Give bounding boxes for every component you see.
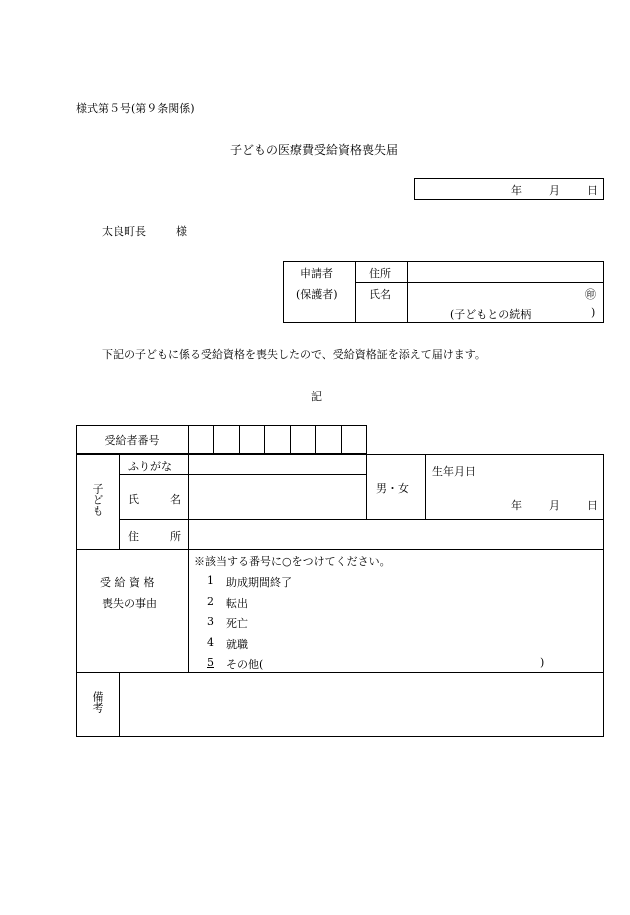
date-month: 月 — [549, 184, 560, 197]
name-label-2: 名 — [170, 493, 181, 506]
date-day: 日 — [587, 184, 598, 197]
other-close: ) — [540, 656, 545, 669]
statement: 下記の子どもに係る受給資格を喪失したので、受給資格証を添えて届けます。 — [102, 348, 486, 361]
birth-day: 日 — [587, 499, 598, 512]
birth-year: 年 — [511, 499, 522, 512]
recipient-number-label: 受給者番号 — [104, 434, 160, 447]
reason-text: その他( — [226, 658, 264, 671]
form-id: 様式第５号(第９条関係) — [76, 102, 195, 115]
reason-number[interactable]: 5 — [207, 656, 214, 669]
reason-label-line1: 受 給 資 格 — [100, 576, 155, 589]
applicant-name-label: 氏名 — [369, 288, 391, 301]
birth-month: 月 — [549, 499, 560, 512]
relation-open: (子どもとの続柄 — [450, 308, 532, 321]
reason-text: 転出 — [226, 597, 248, 610]
reason-number[interactable]: 3 — [207, 615, 214, 628]
applicant-address-field[interactable] — [408, 262, 603, 281]
applicant-address-label: 住所 — [369, 267, 391, 280]
seal-mark: ㊞ — [585, 288, 596, 301]
date-box[interactable] — [414, 178, 604, 200]
birthdate-label: 生年月日 — [432, 465, 476, 478]
addressee-honorific: 様 — [176, 225, 187, 238]
relation-close: ) — [591, 306, 596, 319]
reason-text: 助成期間終了 — [226, 576, 292, 589]
address-label-2: 所 — [170, 530, 181, 543]
reason-label-line2: 喪失の事由 — [102, 597, 157, 610]
reason-text: 死亡 — [226, 617, 248, 630]
reason-instruction: ※該当する番号に○をつけてください。 — [194, 555, 391, 568]
furigana-label: ふりがな — [128, 460, 172, 473]
furigana-field[interactable] — [189, 455, 365, 473]
child-label: 子ども — [91, 483, 104, 516]
applicant-sublabel: (保護者) — [296, 288, 338, 301]
sex-choice[interactable]: 男・女 — [376, 482, 409, 495]
recipient-number-cells[interactable] — [189, 426, 366, 453]
form-title: 子どもの医療費受給資格喪失届 — [230, 143, 399, 157]
remarks-field[interactable] — [120, 673, 603, 736]
reason-text: 就職 — [226, 638, 248, 651]
addressee-name: 太良町長 — [102, 225, 146, 238]
child-name-field[interactable] — [189, 475, 365, 518]
date-year: 年 — [511, 184, 522, 197]
remarks-label: 備考 — [91, 691, 104, 713]
other-reason-field[interactable] — [276, 655, 538, 670]
reason-number[interactable]: 1 — [207, 574, 214, 587]
reason-number[interactable]: 2 — [207, 595, 214, 608]
ki-mark: 記 — [311, 390, 322, 403]
applicant-label: 申請者 — [300, 267, 333, 280]
child-address-field[interactable] — [189, 520, 603, 548]
name-label-1: 氏 — [128, 493, 139, 506]
reason-number[interactable]: 4 — [207, 636, 214, 649]
address-label-1: 住 — [128, 530, 139, 543]
